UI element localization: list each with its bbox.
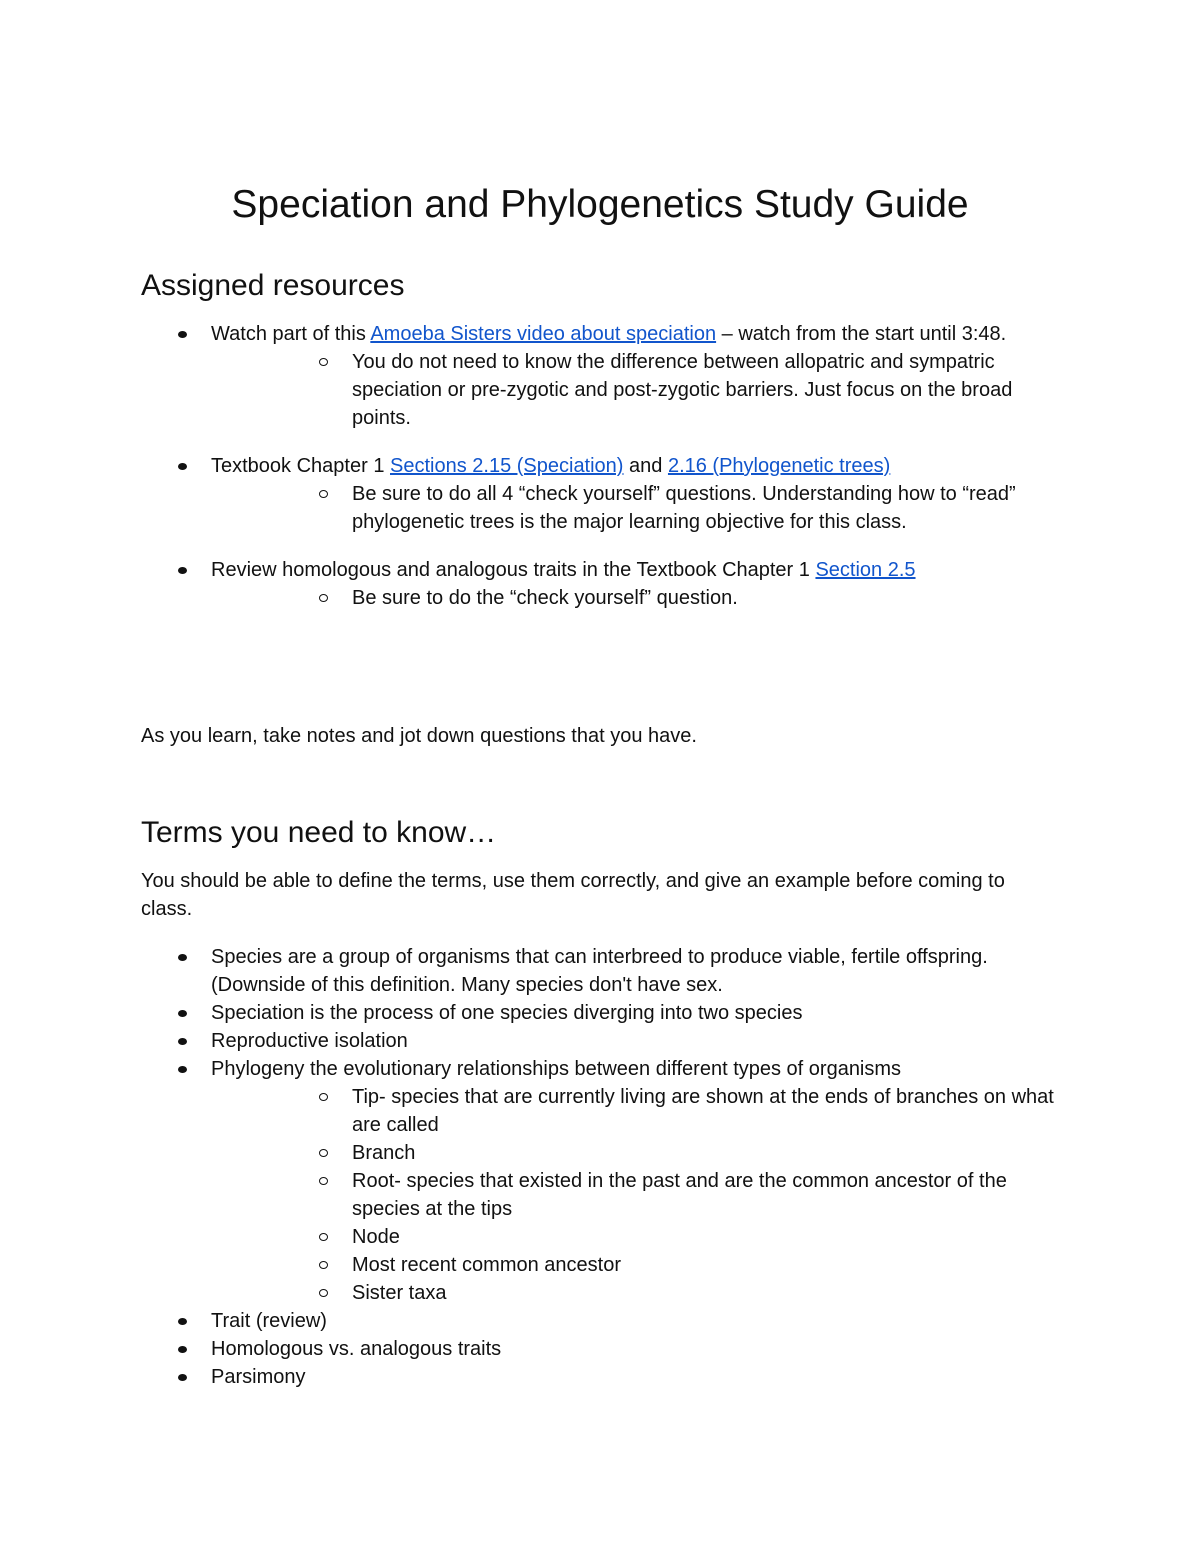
- list-item-homologous-review: [141, 556, 1061, 612]
- heading-assigned-resources: Assigned resources: [141, 269, 405, 302]
- heading-terms: Terms you need to know…: [141, 816, 497, 849]
- term-reproductive-isolation: Reproductive isolation: [141, 1027, 1061, 1055]
- list-item-video: [141, 320, 1061, 432]
- sub-item-check-yourself-question: Be sure to do the “check yourself” question.: [211, 584, 1061, 612]
- term-phylogeny: [141, 1055, 1061, 1307]
- page-title: Speciation and Phylogenetics Study Guide: [231, 183, 969, 226]
- term-parsimony: Parsimony: [141, 1363, 1061, 1391]
- term-speciation: Speciation is the process of one species diverging into two species: [141, 999, 1061, 1027]
- list-item-textbook-sections: [141, 452, 1061, 536]
- terms-list: [141, 943, 1061, 1391]
- sub-term-root: Root- species that existed in the past and are the common ancestor of the species at the tips: [211, 1167, 1061, 1223]
- sub-item-check-yourself: Be sure to do all 4 “check yourself” questions. Understanding how to “read” phylogenetic trees is the major learning objective for this class.: [211, 480, 1061, 536]
- assigned-resources-list: [141, 320, 1061, 612]
- term-species: Species are a group of organisms that can interbreed to produce viable, fertile offspring. (Downside of this definition. Many species don't have sex.: [141, 943, 1061, 999]
- sub-term-mrca: Most recent common ancestor: [211, 1251, 1061, 1279]
- term-homologous-analogous: Homologous vs. analogous traits: [141, 1335, 1061, 1363]
- sub-term-branch: Branch: [211, 1139, 1061, 1167]
- terms-intro-paragraph: You should be able to define the terms, use them correctly, and give an example before coming to class.: [141, 870, 1005, 920]
- text: Review homologous and analogous traits in the Textbook Chapter 1: [211, 559, 816, 581]
- sub-term-node: Node: [211, 1223, 1061, 1251]
- text: – watch from the start until 3:48.: [716, 323, 1007, 345]
- text: Watch part of this: [211, 323, 371, 345]
- sub-term-tip: Tip- species that are currently living are shown at the ends of branches on what are called: [211, 1083, 1061, 1139]
- sub-term-sister-taxa: Sister taxa: [211, 1279, 1061, 1307]
- sub-item-video-note: You do not need to know the difference between allopatric and sympatric speciation or pre-zygotic and post-zygotic barriers. Just focus on the broad points.: [211, 348, 1061, 432]
- text: Textbook Chapter 1: [211, 455, 390, 477]
- link-section-2-5[interactable]: Section 2.5: [815, 559, 916, 581]
- text: and: [623, 455, 668, 477]
- link-section-2-15[interactable]: Sections 2.15 (Speciation): [390, 455, 624, 477]
- note-paragraph: As you learn, take notes and jot down questions that you have.: [141, 725, 697, 747]
- term-trait: Trait (review): [141, 1307, 1061, 1335]
- link-section-2-16[interactable]: 2.16 (Phylogenetic trees): [667, 455, 891, 477]
- link-amoeba-sisters-video[interactable]: Amoeba Sisters video about speciation: [370, 323, 717, 345]
- term-phylogeny-text: Phylogeny the evolutionary relationships between different types of organisms: [211, 1058, 902, 1080]
